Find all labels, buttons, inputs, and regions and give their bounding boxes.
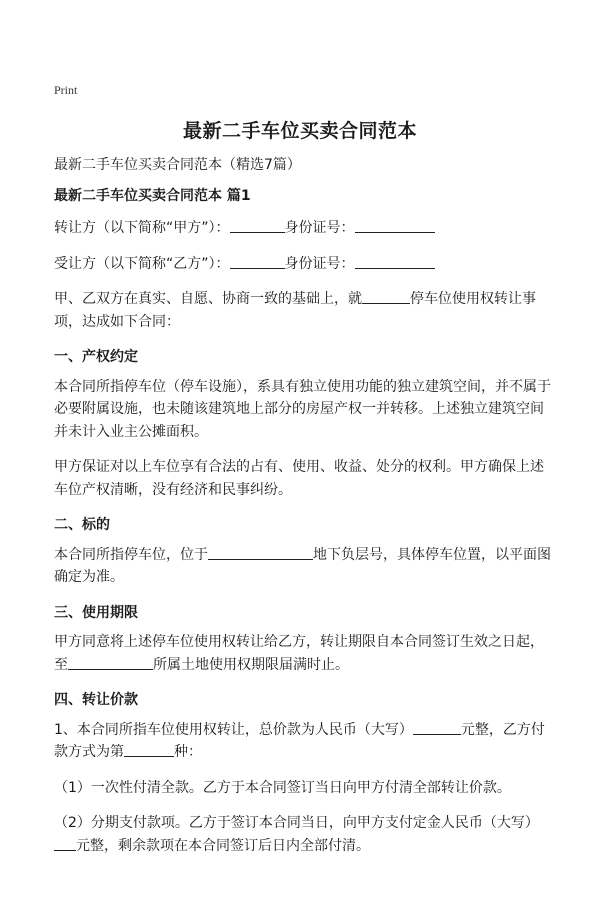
section-4-paragraph-1 — [54, 719, 554, 764]
section-1-heading: 一、产权约定 — [54, 349, 138, 365]
party-a-line — [54, 217, 554, 240]
party-b-label: 受让方（以下简称“乙方”）： — [54, 255, 230, 272]
intro-paragraph — [54, 288, 554, 333]
price-blank — [413, 720, 461, 735]
section-2-heading: 二、标的 — [54, 517, 110, 533]
section-4-text-1: 1、本合同所指车位使用权转让，总价款为人民币（大写） — [54, 721, 413, 738]
payment-method-blank — [124, 742, 174, 757]
section-3-text-1: 甲方同意将上述停车位使用权转让给乙方，转让期限自本合同签订生效之日起，至 — [54, 634, 544, 673]
deposit-blank — [54, 836, 76, 851]
chapter-title: 最新二手车位买卖合同范本 篇1 — [54, 187, 251, 204]
party-a-id-label: 身份证号： — [284, 220, 355, 236]
intro-text-1: 甲、乙双方在真实、自愿、协商一致的基础上，就 — [54, 291, 362, 307]
party-b-line — [54, 253, 554, 276]
section-3-text-2: 所属土地使用权期限届满时止。 — [153, 656, 349, 673]
section-4-heading: 四、转让价款 — [54, 692, 138, 708]
section-1-paragraph-1: 本合同所指停车位（停车设施），系具有独立使用功能的独立建筑空间，并不属于必要附属设施，也未随该建筑地上部分的房屋产权一并转移。上述独立建筑空间并未计入业主公摊面积。 — [54, 378, 551, 440]
document-title: 最新二手车位买卖合同范本 — [182, 120, 417, 142]
section-4-text-4: （2）分期支付款项。乙方于签订本合同当日，向甲方支付定金人民币（大写） — [54, 815, 539, 831]
party-b-id-blank — [355, 254, 435, 269]
section-4-paragraph-3 — [54, 812, 554, 857]
party-a-name-blank — [230, 218, 285, 233]
section-4-paragraph-2: （1）一次性付清全款。乙方于本合同签订当日向甲方付清全部转让价款。 — [54, 779, 511, 796]
section-2-paragraph-1 — [54, 544, 554, 589]
location-blank — [208, 545, 313, 560]
section-4-text-5: 元整，剩余款项在本合同签订后日内全部付清。 — [76, 837, 370, 854]
section-4-text-2: 元整，乙方付款方式为第 — [54, 721, 545, 760]
party-a-id-blank — [355, 218, 435, 233]
party-a-label: 转让方（以下简称“甲方”）： — [54, 220, 230, 236]
section-2-text-2: 地下负层号，具体停车位置，以平面图确定为准。 — [54, 546, 551, 585]
section-1-paragraph-2: 甲方保证对以上车位享有合法的占有、使用、收益、处分的权利。甲方确保上述车位产权清晰，没有经济和民事纠纷。 — [54, 459, 544, 498]
print-label: Print — [54, 83, 78, 97]
section-3-paragraph-1 — [54, 631, 554, 676]
document-subtitle: 最新二手车位买卖合同范本（精选7篇） — [54, 157, 301, 173]
term-blank — [68, 655, 153, 670]
intro-text-2: 停车位使用权转让事项，达成如下合同： — [54, 291, 536, 330]
section-2-text-1: 本合同所指停车位，位于 — [54, 546, 208, 563]
party-b-name-blank — [230, 254, 285, 269]
section-4-text-3: 种： — [174, 744, 202, 760]
intro-blank — [362, 289, 410, 304]
party-b-id-label: 身份证号： — [284, 255, 355, 272]
document-body — [54, 154, 554, 870]
section-3-heading: 三、使用期限 — [54, 604, 138, 621]
